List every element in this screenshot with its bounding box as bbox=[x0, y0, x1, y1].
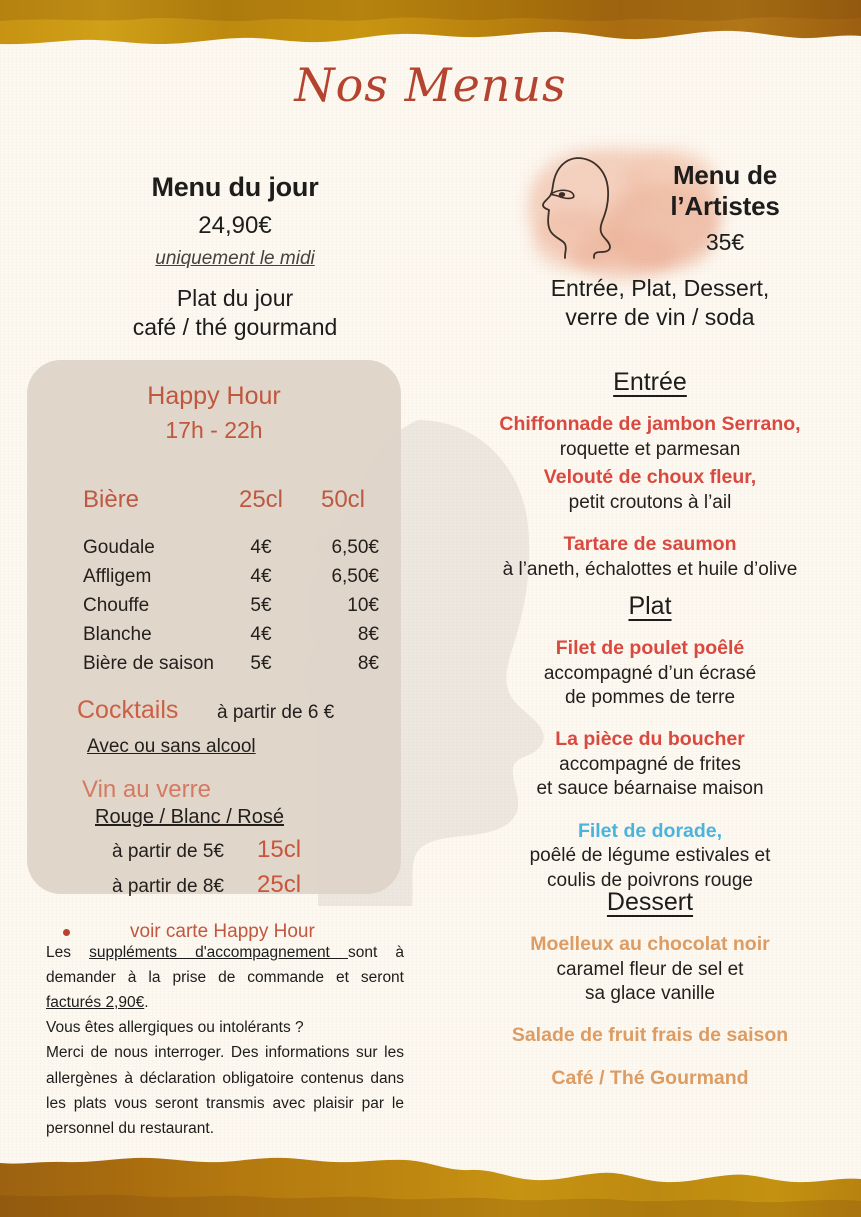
wine-size: 15cl bbox=[257, 836, 302, 864]
wine-rows bbox=[27, 836, 401, 899]
menu-artiste-desc-line2: verre de vin / soda bbox=[565, 303, 755, 330]
dish-item bbox=[450, 412, 850, 462]
fineprint-paragraph-3: Merci de nous interroger. Des informations sur les allergènes à déclaration obligatoire contenus dans les plats vous seront transmis avec plaisir par le personnel du restaurant. bbox=[46, 1044, 404, 1137]
cocktails-row bbox=[27, 696, 401, 725]
course-dessert-dishes bbox=[450, 932, 850, 1092]
fineprint-block bbox=[46, 940, 404, 1141]
menu-du-jour-line2: café / thé gourmand bbox=[132, 314, 338, 341]
beer-price-25cl: 5€ bbox=[250, 652, 272, 674]
beer-row bbox=[83, 592, 379, 621]
course-dessert-title: Dessert bbox=[606, 888, 694, 916]
beer-price-25cl: 4€ bbox=[250, 537, 272, 558]
beer-name: Bière de saison bbox=[83, 652, 214, 674]
menu-artiste-heading-line2: l’Artistes bbox=[670, 190, 780, 221]
happy-hour-time: 17h - 22h bbox=[165, 417, 263, 443]
wine-row bbox=[27, 871, 401, 899]
beer-row bbox=[83, 650, 379, 679]
menu-du-jour-note: uniquement le midi bbox=[155, 248, 315, 269]
wine-label: Vin au verre bbox=[82, 776, 211, 804]
beer-row bbox=[83, 534, 379, 563]
beer-price-50cl: 6,50€ bbox=[331, 537, 379, 558]
course-plat-dishes bbox=[450, 636, 850, 893]
dish-description: roquette et parmesan bbox=[559, 438, 741, 460]
beer-name: Affligem bbox=[83, 565, 152, 587]
dish-name: Salade de fruit frais de saison bbox=[511, 1024, 789, 1047]
wine-types: Rouge / Blanc / Rosé bbox=[95, 806, 284, 829]
menu-du-jour-heading: Menu du jour bbox=[151, 172, 319, 202]
dish-name: Filet de dorade, bbox=[577, 819, 723, 842]
beer-price-50cl: 6,50€ bbox=[331, 565, 379, 587]
bottom-band-shape bbox=[0, 1149, 861, 1217]
course-dessert bbox=[450, 888, 850, 1095]
cocktails-label: Cocktails bbox=[77, 696, 179, 725]
happy-hour-content bbox=[27, 360, 401, 943]
wine-row bbox=[27, 836, 401, 864]
fineprint-paragraph-2: Vous êtes allergiques ou intolérants ? bbox=[46, 1019, 304, 1037]
menu-du-jour-line1: Plat du jour bbox=[176, 285, 294, 311]
dish-item bbox=[450, 932, 850, 1006]
dish-description: sa glace vanille bbox=[585, 983, 715, 1005]
dish-item bbox=[450, 1023, 850, 1049]
beer-price-25cl: 4€ bbox=[250, 623, 272, 645]
beer-name: Chouffe bbox=[83, 594, 150, 616]
course-entree-title: Entrée bbox=[613, 368, 687, 396]
wine-price: à partir de 8€ bbox=[112, 876, 224, 898]
beer-table-body bbox=[27, 534, 401, 678]
beer-col-50cl: 50cl bbox=[320, 486, 366, 513]
course-entree bbox=[450, 368, 850, 585]
dish-name: Filet de poulet poêlé bbox=[555, 637, 745, 659]
beer-price-50cl: 10€ bbox=[347, 594, 379, 616]
decorative-top-band bbox=[0, 0, 861, 52]
page-title bbox=[0, 58, 861, 112]
dish-item bbox=[450, 819, 850, 893]
beer-col-25cl: 25cl bbox=[238, 486, 284, 513]
dish-name: Velouté de choux fleur, bbox=[543, 466, 757, 489]
dish-item bbox=[450, 465, 850, 515]
beer-name: Goudale bbox=[83, 537, 155, 558]
menu-artiste-heading-line1: Menu de bbox=[672, 160, 778, 190]
dish-name: Chiffonnade de jambon Serrano, bbox=[499, 413, 801, 435]
menu-artiste-description bbox=[480, 274, 840, 332]
beer-name: Blanche bbox=[83, 623, 152, 645]
dish-description: de pommes de terre bbox=[564, 687, 736, 709]
dish-name: Café / Thé Gourmand bbox=[551, 1067, 749, 1090]
wine-size: 25cl bbox=[257, 871, 302, 899]
dish-item bbox=[450, 727, 850, 801]
dish-description: poêlé de légume estivales et bbox=[529, 845, 771, 867]
fineprint-paragraph-1: Les suppléments d'accompagnement sont à demander à la prise de commande et seront facturés 2,90€. bbox=[46, 944, 404, 1012]
dish-description: et sauce béarnaise maison bbox=[536, 778, 764, 800]
cocktails-alcohol-note: Avec ou sans alcool bbox=[87, 736, 256, 758]
dish-item bbox=[450, 1066, 850, 1092]
menu-artiste-price: 35€ bbox=[705, 229, 745, 256]
beer-price-50cl: 8€ bbox=[357, 652, 379, 674]
dish-description: accompagné de frites bbox=[559, 754, 741, 776]
course-plat bbox=[450, 592, 850, 896]
happy-hour-footnote-text: voir carte Happy Hour bbox=[130, 921, 315, 943]
beer-col-name: Bière bbox=[83, 486, 140, 513]
beer-price-25cl: 4€ bbox=[250, 565, 272, 587]
dish-description: coulis de poivrons rouge bbox=[547, 869, 753, 891]
course-plat-title: Plat bbox=[628, 592, 672, 620]
happy-hour-title: Happy Hour bbox=[147, 382, 281, 410]
course-entree-dishes bbox=[450, 412, 850, 582]
beer-price-25cl: 5€ bbox=[250, 594, 272, 616]
beer-row bbox=[83, 563, 379, 592]
decorative-bottom-band bbox=[0, 1149, 861, 1217]
menu-artiste-desc-line1: Entrée, Plat, Dessert, bbox=[550, 275, 770, 301]
page-title-text: Nos Menus bbox=[294, 58, 567, 112]
cocktails-price: à partir de 6 € bbox=[217, 702, 335, 724]
menu-du-jour-price: 24,90€ bbox=[198, 212, 272, 239]
dish-description: accompagné d’un écrasé bbox=[543, 662, 757, 684]
dish-description: petit croutons à l’ail bbox=[568, 491, 732, 513]
dish-description: caramel fleur de sel et bbox=[556, 958, 744, 980]
beer-row bbox=[83, 621, 379, 650]
menu-du-jour-block bbox=[100, 172, 370, 343]
dish-name: Moelleux au chocolat noir bbox=[530, 933, 770, 955]
menu-artiste-block bbox=[620, 160, 830, 256]
beer-price-50cl: 8€ bbox=[357, 623, 379, 645]
beer-table-header bbox=[27, 486, 401, 514]
bullet-icon bbox=[63, 929, 70, 936]
dish-description: à l’aneth, échalottes et huile d’olive bbox=[502, 558, 798, 580]
dish-name: La pièce du boucher bbox=[555, 728, 745, 751]
dish-item bbox=[450, 532, 850, 582]
wine-price: à partir de 5€ bbox=[112, 841, 224, 863]
dish-name: Tartare de saumon bbox=[563, 533, 737, 556]
dish-item bbox=[450, 636, 850, 710]
profile-head-icon bbox=[537, 152, 617, 262]
top-band-shape bbox=[0, 0, 861, 52]
